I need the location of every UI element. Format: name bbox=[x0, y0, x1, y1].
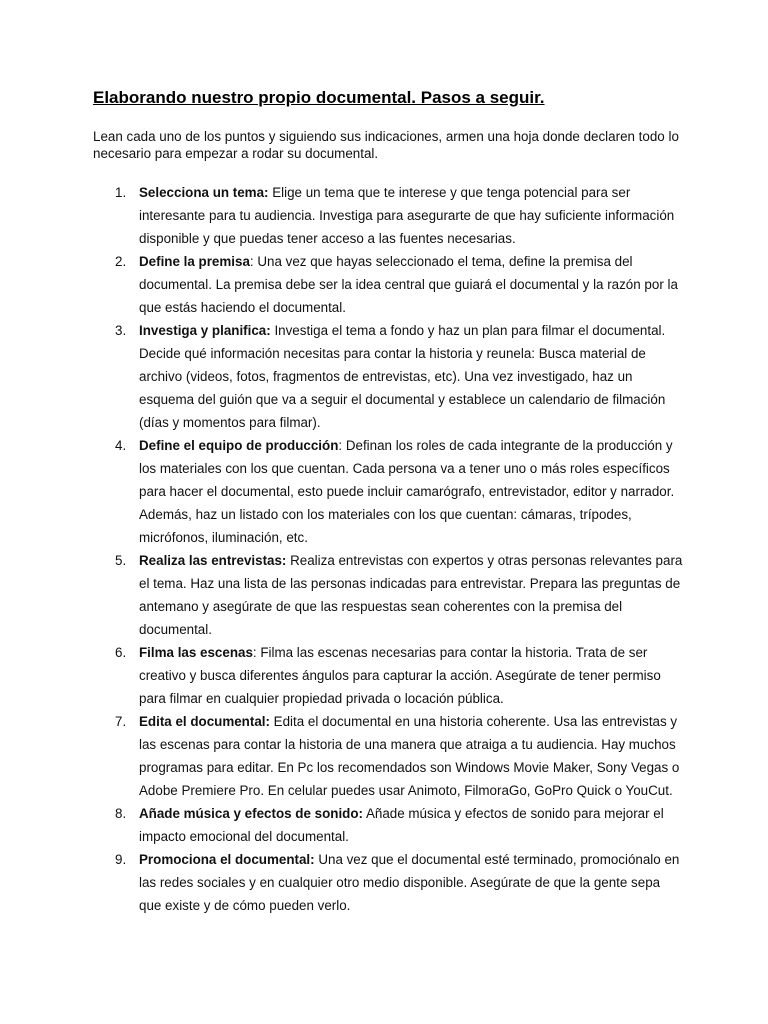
step-number: 2. bbox=[115, 254, 127, 269]
step-number: 4. bbox=[115, 438, 127, 453]
step-number: 8. bbox=[115, 806, 127, 821]
step-heading: Investiga y planifica: bbox=[139, 323, 271, 338]
step-text: Una vez que el documental esté terminado, promociónalo en las redes sociales y en cualquier otro medio disponible. Asegúrate de que la gente sepa que existe y de cómo pueden verlo. bbox=[139, 852, 680, 913]
step-item bbox=[93, 434, 683, 549]
step-item bbox=[93, 710, 683, 802]
step-heading: Define el equipo de producción bbox=[139, 438, 339, 453]
step-text: Investiga el tema a fondo y haz un plan para filmar el documental. Decide qué información necesitas para contar la historia y reunela: Busca material de archivo (videos, fotos, fragmentos de entrevistas, etc). Una vez investigado, haz un esquema del guión que va a seguir el documental y establece un calendario de filmación (días y momentos para filmar). bbox=[139, 323, 666, 430]
step-item bbox=[93, 802, 683, 848]
step-item bbox=[93, 181, 683, 250]
document-title: Elaborando nuestro propio documental. Pasos a seguir. bbox=[93, 88, 545, 107]
step-number: 9. bbox=[115, 852, 127, 867]
step-text: : Definan los roles de cada integrante de la producción y los materiales con los que cuentan. Cada persona va a tener uno o más roles específicos para hacer el documental, esto puede incluir camarógrafo, entrevistador, editor y narrador. Además, haz un listado con los materiales con los que cuentan: cámaras, trípodes, micrófonos, iluminación, etc. bbox=[139, 438, 675, 545]
step-number: 5. bbox=[115, 553, 127, 568]
step-text: : Una vez que hayas seleccionado el tema, define la premisa del documental. La premisa debe ser la idea central que guiará el documental y la razón por la que estás haciendo el documental. bbox=[139, 254, 678, 315]
step-item bbox=[93, 549, 683, 641]
step-item bbox=[93, 848, 683, 917]
step-text: Añade música y efectos de sonido para mejorar el impacto emocional del documental. bbox=[139, 806, 664, 844]
step-number: 3. bbox=[115, 323, 127, 338]
step-heading: Edita el documental: bbox=[139, 714, 270, 729]
step-text: Elige un tema que te interese y que tenga potencial para ser interesante para tu audiencia. Investiga para asegurarte de que hay suficiente información disponible y que puedas tener acceso a las fuentes necesarias. bbox=[139, 185, 675, 246]
steps-list bbox=[93, 181, 683, 917]
step-heading: Filma las escenas bbox=[139, 645, 253, 660]
step-heading: Promociona el documental: bbox=[139, 852, 315, 867]
intro-paragraph: Lean cada uno de los puntos y siguiendo sus indicaciones, armen una hoja donde declaren todo lo necesario para empezar a rodar su documental. bbox=[93, 129, 679, 161]
step-heading: Selecciona un tema: bbox=[139, 185, 269, 200]
step-item bbox=[93, 641, 683, 710]
step-number: 1. bbox=[115, 185, 127, 200]
step-heading: Realiza las entrevistas: bbox=[139, 553, 287, 568]
step-text: Realiza entrevistas con expertos y otras personas relevantes para el tema. Haz una lista de las personas indicadas para entrevistar. Prepara las preguntas de antemano y asegúrate de que las respuestas sean coherentes con la premisa del documental. bbox=[139, 553, 683, 637]
step-text: : Filma las escenas necesarias para contar la historia. Trata de ser creativo y busca diferentes ángulos para capturar la acción. Asegúrate de tener permiso para filmar en cualquier propiedad privada o locación pública. bbox=[139, 645, 661, 706]
step-heading: Define la premisa bbox=[139, 254, 250, 269]
document-page bbox=[93, 88, 683, 917]
step-number: 6. bbox=[115, 645, 127, 660]
step-item bbox=[93, 319, 683, 434]
step-number: 7. bbox=[115, 714, 127, 729]
step-text: Edita el documental en una historia coherente. Usa las entrevistas y las escenas para contar la historia de una manera que atraiga a tu audiencia. Hay muchos programas para editar. En Pc los recomendados son Windows Movie Maker, Sony Vegas o Adobe Premiere Pro. En celular puedes usar Animoto, FilmoraGo, GoPro Quick o YouCut. bbox=[139, 714, 680, 798]
step-heading: Añade música y efectos de sonido: bbox=[139, 806, 363, 821]
step-item bbox=[93, 250, 683, 319]
